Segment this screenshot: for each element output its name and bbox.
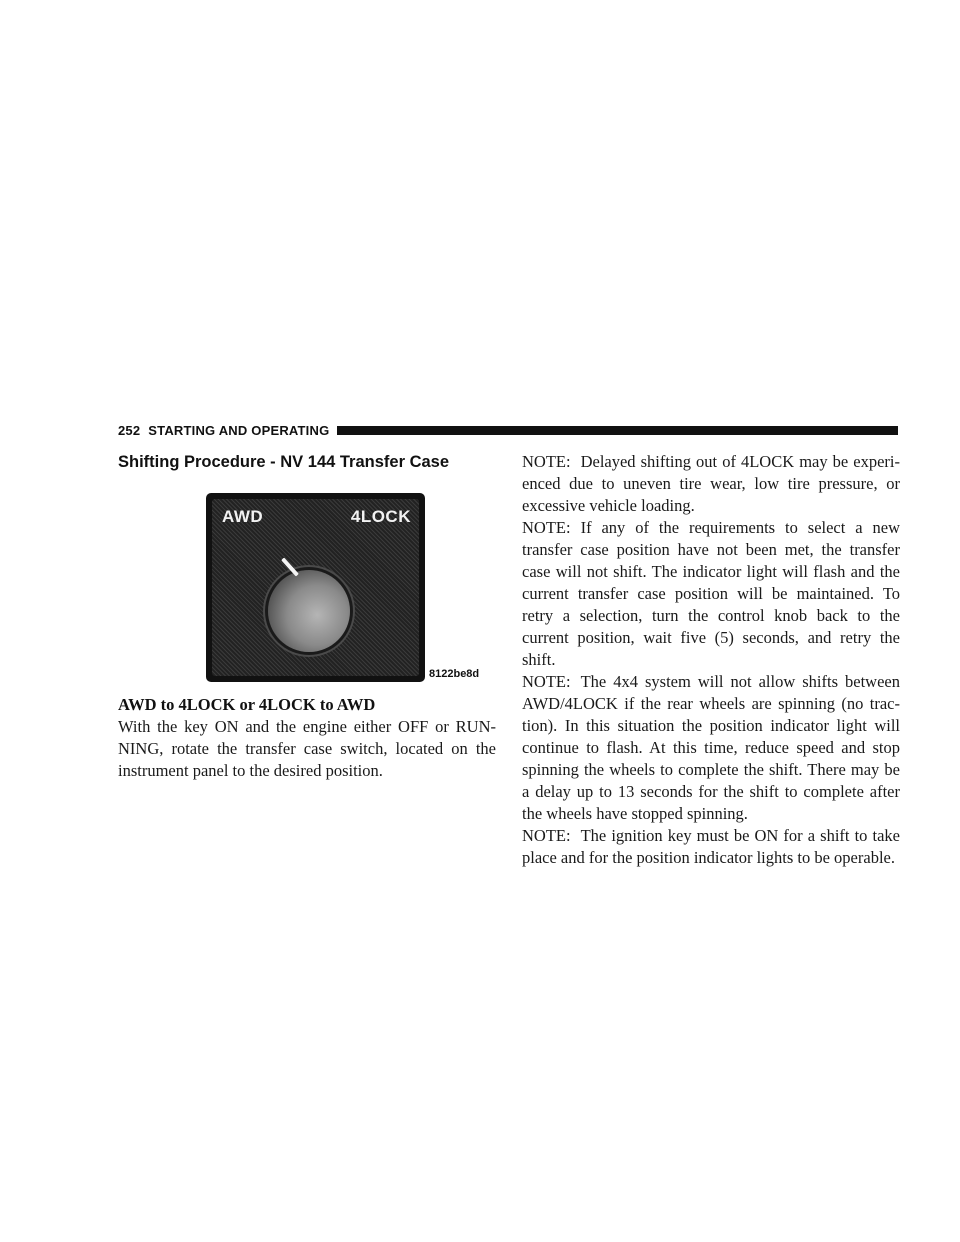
note-text: The ignition key must be ON for a shift to take place and for the position indicator lights to be operable.: [522, 826, 900, 867]
note-paragraph: [522, 671, 900, 825]
header-rule: [337, 426, 898, 435]
note-label: NOTE:: [522, 826, 571, 845]
awd-label: AWD: [222, 507, 264, 526]
page-number: 252: [118, 422, 141, 438]
note-text: Delayed shifting out of 4LOCK may be experi-enced due to uneven tire wear, low tire pressure, or excessive vehicle loading.: [522, 452, 900, 515]
section-title: STARTING AND OPERATING: [148, 422, 330, 438]
note-label: NOTE:: [522, 672, 571, 691]
body-paragraph: With the key ON and the engine either OFF or RUN-NING, rotate the transfer case switch, located on the instrument panel to the desired position.: [118, 717, 496, 780]
transfer-case-switch-figure: [206, 493, 497, 682]
figure-code: 8122be8d: [429, 668, 480, 680]
note-paragraph: [522, 451, 900, 517]
rotary-knob-icon: [268, 570, 350, 652]
section-heading: Shifting Procedure - NV 144 Transfer Case: [118, 453, 450, 471]
note-text: If any of the requirements to select a new transfer case position have not been met, the transfer case will not shift. The indicator light will flash and the current transfer case position will be maintained. To retry a selection, turn the control knob back to the current position, wait five (5) seconds, and retry the shift.: [522, 518, 900, 669]
right-column: [522, 451, 900, 869]
note-paragraph: [522, 825, 900, 869]
subheading: AWD to 4LOCK or 4LOCK to AWD: [118, 695, 376, 714]
note-label: NOTE:: [522, 452, 571, 471]
page-header: [118, 421, 898, 439]
4lock-label: 4LOCK: [350, 507, 411, 526]
left-column: [118, 451, 496, 782]
note-paragraph: [522, 517, 900, 671]
note-label: NOTE:: [522, 518, 571, 537]
switch-panel: [206, 493, 425, 682]
note-text: The 4x4 system will not allow shifts between AWD/4LOCK if the rear wheels are spinning (no trac-tion). In this situation the position indicator light will continue to flash. At this time, reduce speed and stop spinning the wheels to complete the shift. There may be a delay up to 13 seconds for the shift to complete after the wheels have stopped spinning.: [522, 672, 900, 823]
